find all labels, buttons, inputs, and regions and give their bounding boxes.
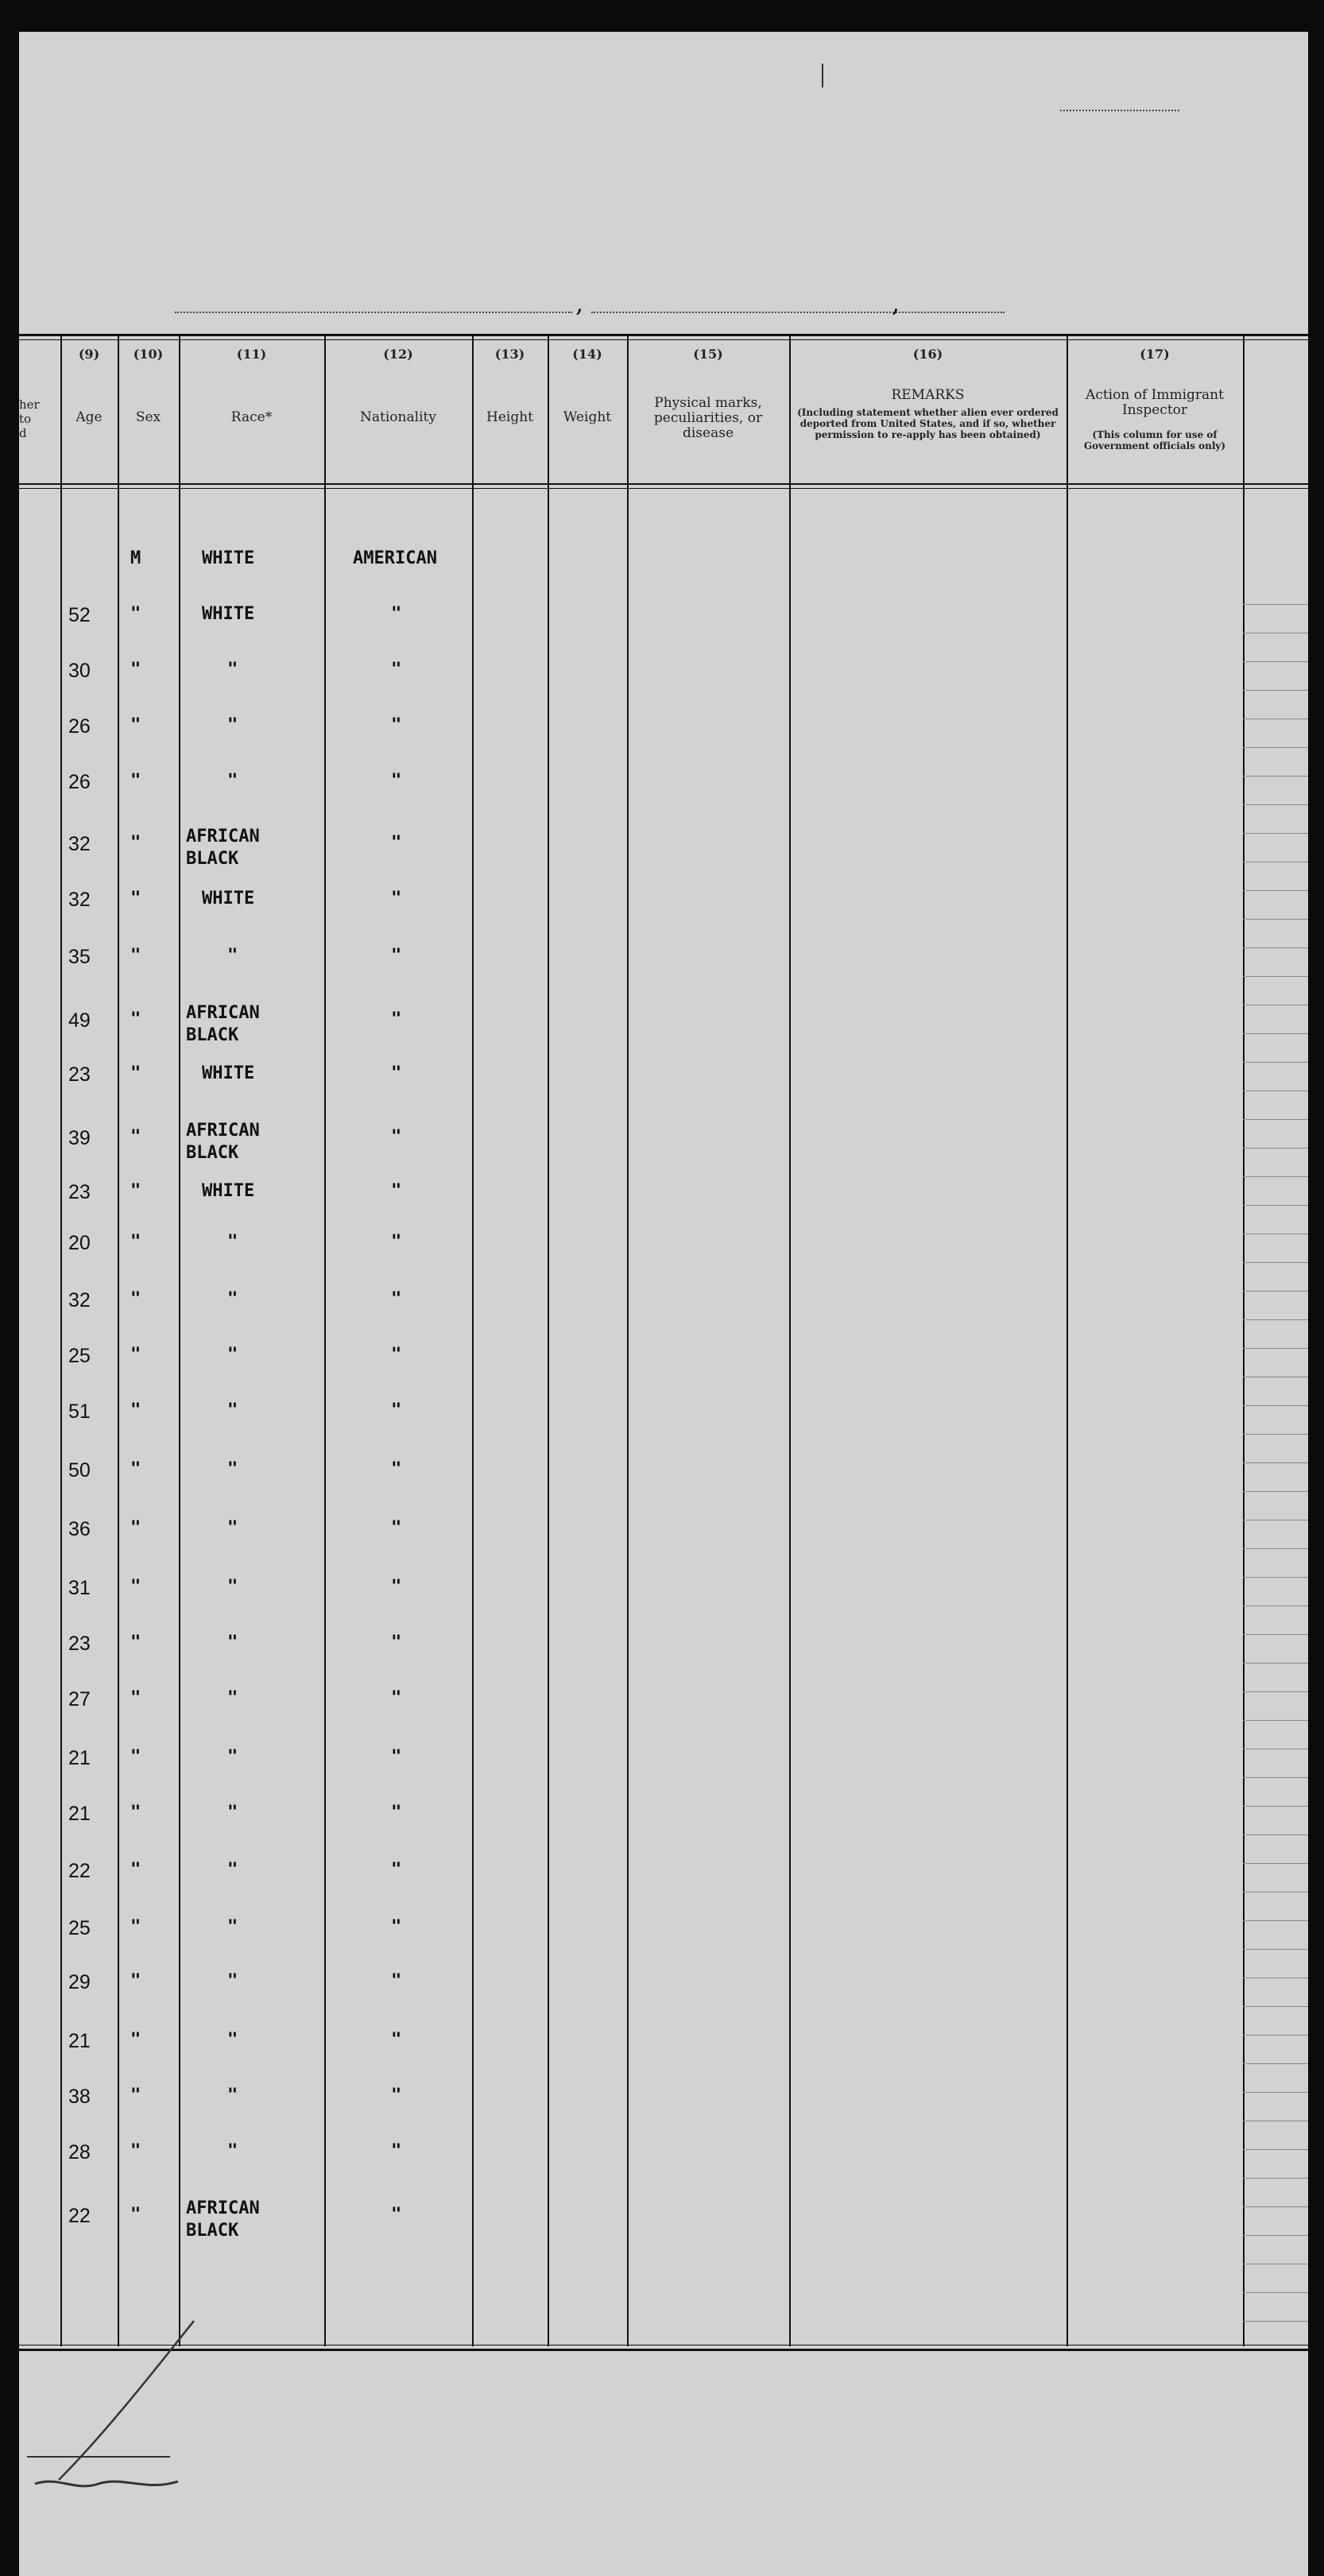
- comma: ,: [892, 288, 900, 318]
- race-cell: AFRICAN: [186, 827, 260, 846]
- sex-cell: ": [130, 1009, 141, 1029]
- race-cell: ": [227, 1917, 238, 1937]
- age-cell: 32: [68, 833, 91, 855]
- ledger-rule: [1243, 747, 1308, 748]
- column-number: (10): [133, 347, 164, 362]
- ledger-rule: [1243, 1863, 1308, 1864]
- race-cell-line2: BLACK: [186, 1025, 239, 1045]
- column-header: Sex: [135, 409, 161, 425]
- ledger-rule: [1243, 2235, 1308, 2236]
- ledger-rule: [1243, 2206, 1308, 2207]
- nationality-cell: ": [391, 1971, 402, 1991]
- age-cell: 21: [68, 2030, 91, 2052]
- nationality-cell: ": [391, 1633, 402, 1652]
- age-cell: 28: [68, 2141, 91, 2163]
- race-cell: ": [227, 1633, 238, 1652]
- column-number: (17): [1140, 347, 1170, 362]
- nationality-cell: ": [391, 2086, 402, 2105]
- nationality-cell: ": [391, 1917, 402, 1937]
- sex-cell: ": [130, 1127, 141, 1147]
- nationality-cell: ": [391, 1577, 402, 1597]
- column-number: (16): [912, 347, 943, 362]
- nationality-cell: ": [391, 1009, 402, 1029]
- header-divider: [19, 483, 1308, 485]
- ledger-rule: [1243, 1033, 1308, 1034]
- sex-cell: ": [130, 889, 141, 908]
- age-cell: 52: [68, 604, 91, 626]
- age-cell: 22: [68, 2205, 91, 2227]
- ledger-rule: [1243, 1491, 1308, 1492]
- race-cell: ": [227, 715, 238, 735]
- crew-table: [19, 334, 1308, 2351]
- ledger-rule: [1243, 1920, 1308, 1921]
- race-cell: ": [227, 1860, 238, 1880]
- nationality-cell: AMERICAN: [353, 548, 437, 568]
- nationality-cell: ": [391, 2205, 402, 2225]
- race-cell-line2: BLACK: [186, 1143, 239, 1163]
- age-cell: 26: [68, 715, 91, 738]
- sex-cell: ": [130, 1063, 141, 1083]
- nationality-cell: ": [391, 1232, 402, 1252]
- ledger-rule: [1243, 1119, 1308, 1120]
- ledger-rule: [1243, 2006, 1308, 2007]
- column-number: (13): [494, 347, 525, 362]
- ledger-rule: [1243, 1205, 1308, 1206]
- ledger-rule: [1243, 947, 1308, 948]
- ledger-rule: [1243, 2321, 1308, 2322]
- nationality-cell: ": [391, 889, 402, 908]
- age-cell: 21: [68, 1803, 91, 1825]
- port-line: [175, 312, 572, 313]
- age-cell: 21: [68, 1747, 91, 1769]
- nationality-cell: ": [391, 946, 402, 966]
- sex-cell: ": [130, 715, 141, 735]
- ledger-rule: [1243, 1148, 1308, 1149]
- column-divider: [324, 334, 326, 2346]
- sex-cell: ": [130, 1971, 141, 1991]
- ledger-rule: [1243, 776, 1308, 777]
- race-cell: ": [227, 1803, 238, 1823]
- column-header: her to d: [19, 397, 40, 440]
- sex-cell: ": [130, 2030, 141, 2050]
- ledger-rule: [1243, 2092, 1308, 2093]
- nationality-cell: ": [391, 1860, 402, 1880]
- date-line: [591, 312, 1005, 313]
- sex-cell: ": [130, 1577, 141, 1597]
- sex-cell: ": [130, 1181, 141, 1201]
- nationality-cell: ": [391, 1747, 402, 1767]
- age-cell: 38: [68, 2086, 91, 2108]
- sex-cell: ": [130, 833, 141, 853]
- race-cell: AFRICAN: [186, 2198, 260, 2218]
- ledger-rule: [1243, 1462, 1308, 1463]
- column-header: Age: [75, 409, 103, 425]
- sheet-number-line: [1060, 110, 1179, 111]
- ledger-rule: [1243, 1806, 1308, 1807]
- sex-cell: ": [130, 2141, 141, 2161]
- column-header: Race*: [230, 409, 273, 425]
- race-cell: ": [227, 1232, 238, 1252]
- race-cell: ": [227, 2030, 238, 2050]
- race-cell: ": [227, 1518, 238, 1538]
- ledger-rule: [1243, 1634, 1308, 1635]
- sex-cell: ": [130, 1917, 141, 1937]
- comma: ,: [575, 288, 584, 318]
- ledger-rule: [1243, 1949, 1308, 1950]
- race-cell: ": [227, 1971, 238, 1991]
- age-cell: 26: [68, 771, 91, 793]
- ledger-rule: [1243, 1319, 1308, 1320]
- ledger-rule: [1243, 661, 1308, 662]
- race-cell: AFRICAN: [186, 1003, 260, 1023]
- ledger-rule: [1243, 2178, 1308, 2179]
- sex-cell: ": [130, 1400, 141, 1420]
- age-cell: 35: [68, 946, 91, 968]
- ledger-rule: [1243, 1577, 1308, 1578]
- race-cell: WHITE: [202, 548, 255, 568]
- age-cell: 22: [68, 1860, 91, 1882]
- race-cell: ": [227, 1577, 238, 1597]
- race-cell: ": [227, 1289, 238, 1309]
- sex-cell: ": [130, 1345, 141, 1365]
- ledger-rule: [1243, 1548, 1308, 1549]
- nationality-cell: ": [391, 1289, 402, 1309]
- ledger-rule: [1243, 2292, 1308, 2293]
- paper-mark: [822, 64, 823, 87]
- race-cell: ": [227, 2086, 238, 2105]
- ledger-rule: [1243, 833, 1308, 834]
- header-divider: [19, 488, 1308, 489]
- sex-cell: ": [130, 2205, 141, 2225]
- sex-cell: ": [130, 1459, 141, 1479]
- column-header: REMARKS: [891, 387, 965, 403]
- sex-cell: ": [130, 1688, 141, 1708]
- nationality-cell: ": [391, 1345, 402, 1365]
- ledger-rule: [1243, 1348, 1308, 1349]
- race-cell: ": [227, 946, 238, 966]
- column-divider: [1243, 334, 1245, 2346]
- nationality-cell: ": [391, 1063, 402, 1083]
- ledger-rule: [1243, 976, 1308, 977]
- age-cell: 23: [68, 1063, 91, 1086]
- column-number: (9): [78, 347, 100, 362]
- ledger-rule: [1243, 890, 1308, 891]
- race-cell: WHITE: [202, 1063, 255, 1083]
- signature-line: [27, 2456, 170, 2458]
- sex-cell: ": [130, 2086, 141, 2105]
- nationality-cell: ": [391, 1400, 402, 1420]
- age-cell: 49: [68, 1009, 91, 1032]
- race-cell: ": [227, 1345, 238, 1365]
- race-cell: WHITE: [202, 604, 255, 624]
- column-number: (15): [693, 347, 723, 362]
- ledger-rule: [1243, 919, 1308, 920]
- race-cell-line2: BLACK: [186, 2221, 239, 2241]
- ledger-rule: [1243, 1262, 1308, 1263]
- race-cell: ": [227, 1400, 238, 1420]
- sex-cell: ": [130, 771, 141, 791]
- sex-cell: ": [130, 946, 141, 966]
- column-number: (12): [383, 347, 413, 362]
- nationality-cell: ": [391, 1688, 402, 1708]
- age-cell: 29: [68, 1971, 91, 1993]
- column-divider: [179, 334, 180, 2346]
- column-header: Nationality: [360, 409, 436, 425]
- race-cell: WHITE: [202, 889, 255, 908]
- column-number: (11): [236, 347, 267, 362]
- age-cell: 32: [68, 1289, 91, 1311]
- nationality-cell: ": [391, 1803, 402, 1823]
- manifest-page: [19, 32, 1308, 2576]
- sex-cell: ": [130, 1232, 141, 1252]
- column-note: (Including statement whether alien ever ordered deported from United States, and if so, whether permission to re-apply has been obtained): [797, 407, 1059, 440]
- column-header: Weight: [563, 409, 612, 425]
- column-header: Action of Immigrant Inspector: [1086, 387, 1224, 418]
- sex-cell: M: [130, 548, 141, 568]
- race-cell: ": [227, 1688, 238, 1708]
- ledger-rule: [1243, 1777, 1308, 1778]
- race-cell: ": [227, 1459, 238, 1479]
- race-cell: ": [227, 660, 238, 680]
- column-divider: [1067, 334, 1068, 2346]
- race-cell: ": [227, 1747, 238, 1767]
- nationality-cell: ": [391, 1127, 402, 1147]
- nationality-cell: ": [391, 715, 402, 735]
- age-cell: 39: [68, 1127, 91, 1149]
- sex-cell: ": [130, 660, 141, 680]
- nationality-cell: ": [391, 2141, 402, 2161]
- column-divider: [789, 334, 791, 2346]
- age-cell: 23: [68, 1181, 91, 1203]
- column-note: (This column for use of Government officials only): [1083, 429, 1226, 451]
- ledger-rule: [1243, 1405, 1308, 1406]
- race-cell: WHITE: [202, 1181, 255, 1201]
- nationality-cell: ": [391, 1518, 402, 1538]
- nationality-cell: ": [391, 1459, 402, 1479]
- ledger-rule: [1243, 804, 1308, 805]
- column-number: (14): [572, 347, 602, 362]
- sex-cell: ": [130, 1633, 141, 1652]
- ledger-rule: [1243, 690, 1308, 691]
- ledger-rule: [1243, 1062, 1308, 1063]
- sex-cell: ": [130, 1747, 141, 1767]
- sex-cell: ": [130, 1803, 141, 1823]
- sex-cell: ": [130, 1289, 141, 1309]
- age-cell: 50: [68, 1459, 91, 1482]
- ledger-rule: [1243, 1291, 1308, 1292]
- race-cell-line2: BLACK: [186, 849, 239, 869]
- ledger-rule: [1243, 1434, 1308, 1435]
- race-cell: ": [227, 771, 238, 791]
- ledger-rule: [1243, 1663, 1308, 1664]
- nationality-cell: ": [391, 833, 402, 853]
- age-cell: 25: [68, 1917, 91, 1939]
- ledger-rule: [1243, 1720, 1308, 1721]
- ledger-rule: [1243, 1691, 1308, 1692]
- age-cell: 20: [68, 1232, 91, 1254]
- age-cell: 25: [68, 1345, 91, 1367]
- age-cell: 27: [68, 1688, 91, 1710]
- ledger-rule: [1243, 1834, 1308, 1835]
- column-header: Height: [486, 409, 533, 425]
- age-cell: 51: [68, 1400, 91, 1423]
- ledger-rule: [1243, 1090, 1308, 1091]
- nationality-cell: ": [391, 604, 402, 624]
- nationality-cell: ": [391, 660, 402, 680]
- race-cell: ": [227, 2141, 238, 2161]
- column-divider: [118, 334, 119, 2346]
- ledger-rule: [1243, 2149, 1308, 2150]
- sex-cell: ": [130, 1860, 141, 1880]
- age-cell: 36: [68, 1518, 91, 1540]
- signature-stroke: [27, 2313, 234, 2504]
- nationality-cell: ": [391, 771, 402, 791]
- sex-cell: ": [130, 1518, 141, 1538]
- nationality-cell: ": [391, 1181, 402, 1201]
- column-header: Physical marks, peculiarities, or disease: [653, 395, 763, 441]
- ledger-rule: [1243, 1176, 1308, 1177]
- column-divider: [627, 334, 629, 2346]
- race-cell: AFRICAN: [186, 1121, 260, 1141]
- age-cell: 32: [68, 889, 91, 911]
- column-divider: [60, 334, 62, 2346]
- age-cell: 23: [68, 1633, 91, 1655]
- age-cell: 30: [68, 660, 91, 682]
- column-divider: [472, 334, 474, 2346]
- ledger-rule: [1243, 2063, 1308, 2064]
- ledger-rule: [1243, 2035, 1308, 2036]
- sex-cell: ": [130, 604, 141, 624]
- ledger-rule: [1243, 604, 1308, 605]
- nationality-cell: ": [391, 2030, 402, 2050]
- column-divider: [548, 334, 549, 2346]
- age-cell: 31: [68, 1577, 91, 1599]
